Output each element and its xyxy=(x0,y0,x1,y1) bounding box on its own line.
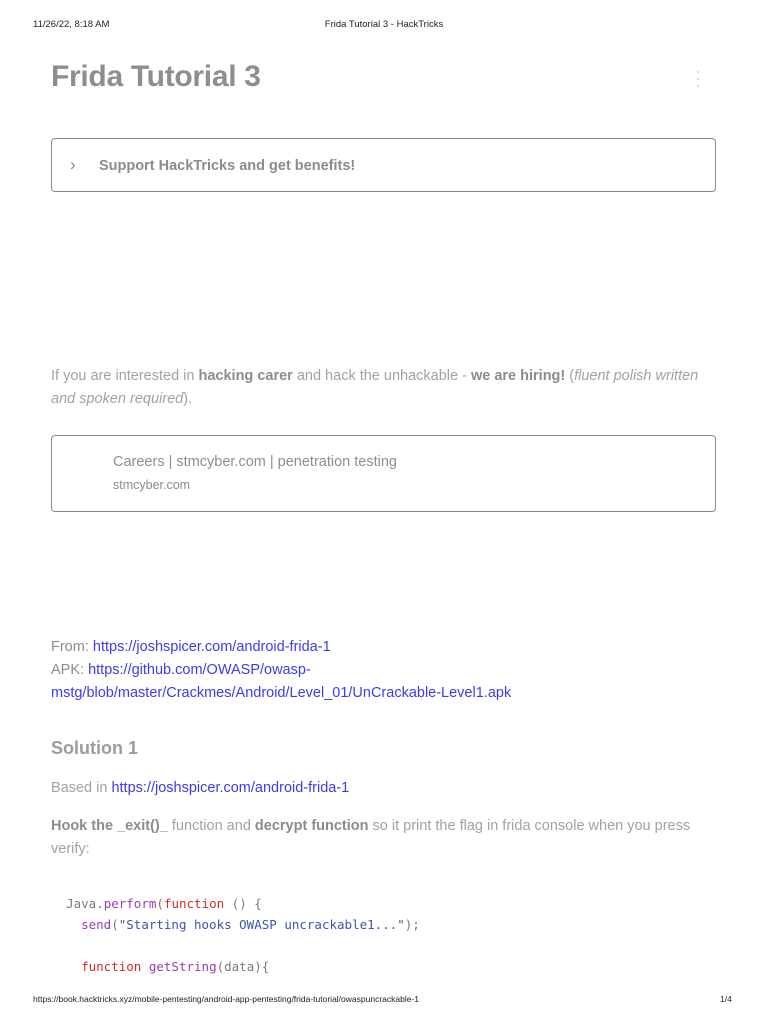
chevron-right-icon: › xyxy=(70,155,76,174)
code-line-3 xyxy=(51,935,721,956)
hook-bold-exit: Hook the _exit()_ xyxy=(51,818,168,834)
code-line-2: send("Starting hooks OWASP uncrackable1..."); xyxy=(81,917,420,932)
more-options-icon[interactable] xyxy=(694,71,702,87)
code-line-1: Java.perform(function () { xyxy=(66,896,262,911)
from-link[interactable]: https://joshspicer.com/android-frida-1 xyxy=(92,639,331,655)
hiring-italic: fluent polish written and spoken required xyxy=(51,368,699,407)
code-line-4: function getString(data){ xyxy=(81,959,270,974)
based-in-link[interactable]: https://joshspicer.com/android-frida-1 xyxy=(111,780,350,796)
hiring-bold-hiring: we are hiring! xyxy=(470,368,566,384)
code-block xyxy=(51,893,721,977)
hook-paragraph: Hook the _exit()_ function and decrypt function so it print the flag in frida console when you press verify: xyxy=(51,818,691,857)
solution-heading: Solution 1 xyxy=(51,738,138,758)
support-label: Support HackTricks and get benefits! xyxy=(99,158,356,174)
print-page-number: 1/4 xyxy=(720,994,732,1004)
hiring-bold-career: hacking carer xyxy=(198,368,293,384)
based-in-paragraph: Based in https://joshspicer.com/android-frida-1 xyxy=(51,780,350,796)
apk-link[interactable]: https://github.com/OWASP/owasp- mstg/blob/master/Crackmes/Android/Level_01/UnCrackable-Level1.apk xyxy=(51,662,512,701)
from-label: From: xyxy=(51,639,93,655)
print-title: Frida Tutorial 3 - HackTricks xyxy=(324,19,444,30)
careers-card-title: Careers | stmcyber.com | penetration testing xyxy=(113,454,397,470)
careers-card-domain: stmcyber.com xyxy=(113,478,191,492)
print-datetime: 11/26/22, 8:18 AM xyxy=(33,19,110,30)
source-info xyxy=(51,636,731,705)
hook-bold-decrypt: decrypt function xyxy=(254,818,369,834)
print-url: https://book.hacktricks.xyz/mobile-pentesting/android-app-pentesting/frida-tutorial/owaspuncrackable-1 xyxy=(33,994,420,1004)
support-expander[interactable] xyxy=(51,138,716,192)
page-title: Frida Tutorial 3 xyxy=(51,60,261,93)
careers-link-card[interactable] xyxy=(51,435,716,512)
apk-label: APK: xyxy=(51,662,89,678)
hiring-paragraph: If you are interested in hacking carer and hack the unhackable - we are hiring! (fluent polish written and spoken required). xyxy=(51,368,699,407)
